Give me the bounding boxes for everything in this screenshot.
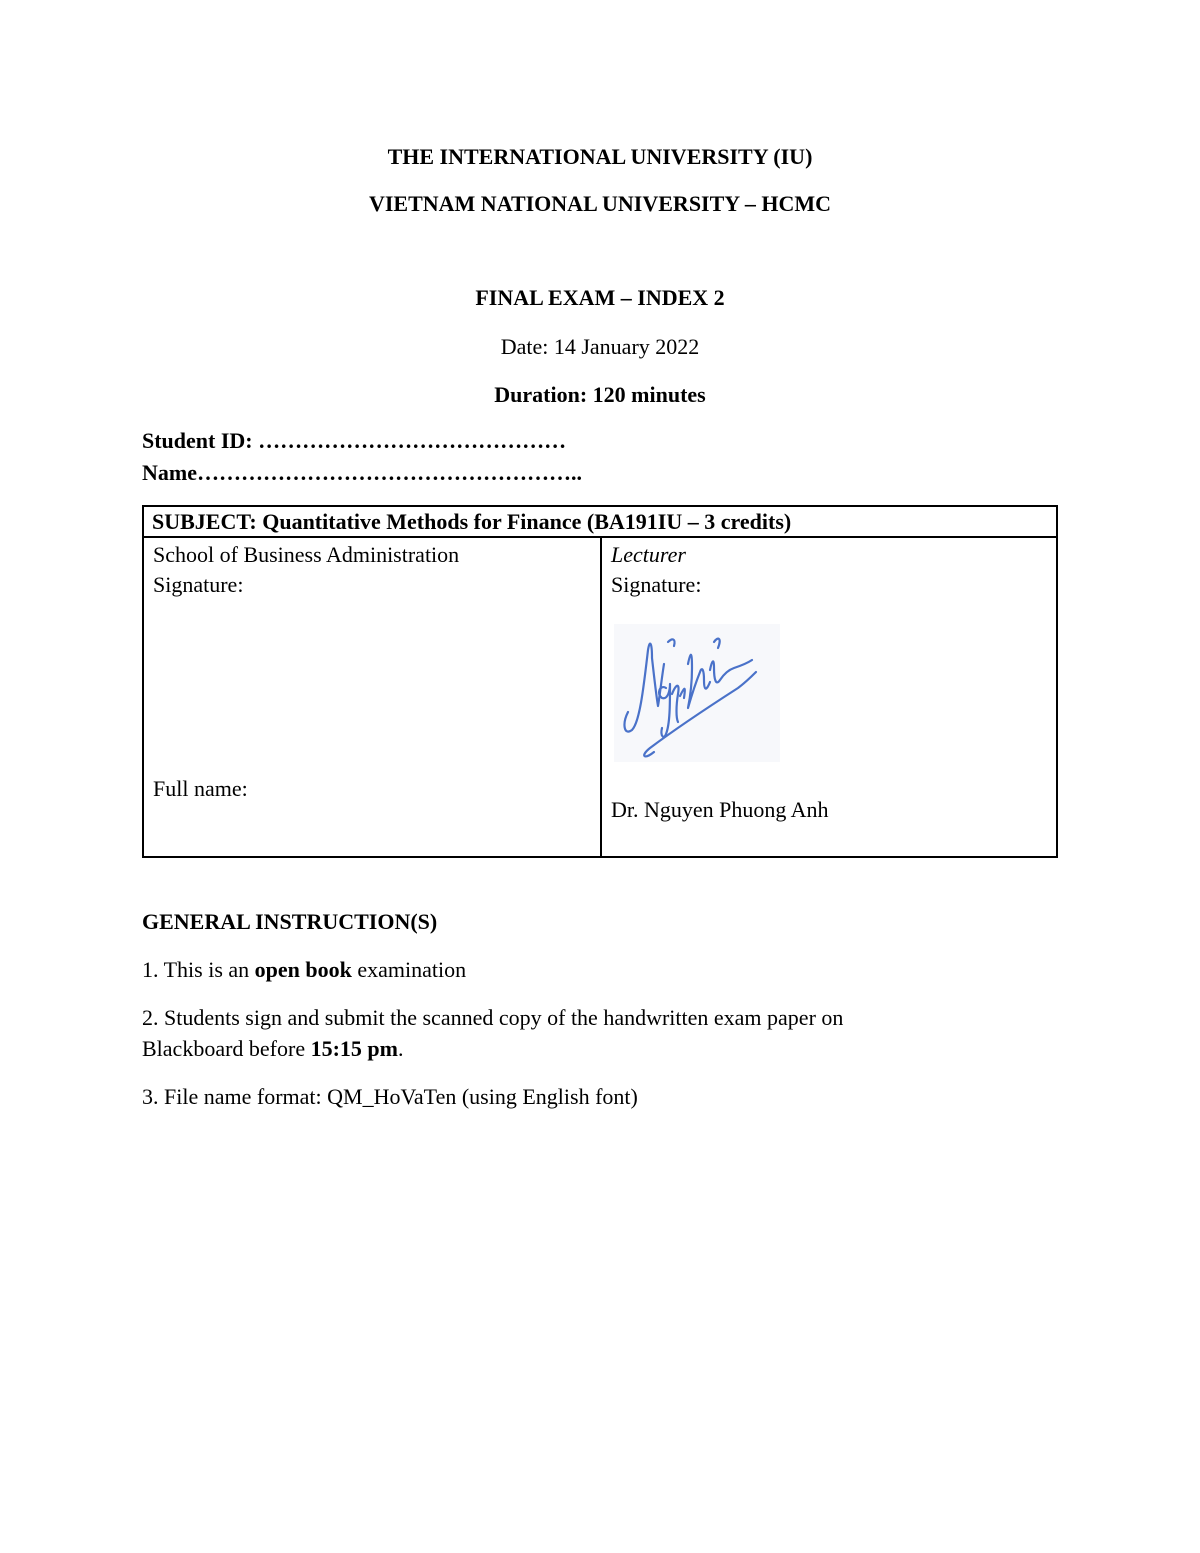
instruction-1-emphasis: open book [254,957,352,982]
exam-duration: Duration: 120 minutes [494,382,706,407]
column-divider [600,538,602,856]
exam-date: Date: 14 January 2022 [500,334,700,359]
instruction-item-2-line-1: 2. Students sign and submit the scanned copy of the handwritten exam paper on [142,1005,844,1030]
subject-row [144,507,1056,538]
instruction-1-prefix: 1. This is an [142,957,255,982]
lecturer-title: Lecturer [611,542,686,567]
instruction-1-suffix: examination [351,957,467,982]
lecturer-name: Dr. Nguyen Phuong Anh [611,797,829,822]
student-name-field: Name…………………………………………….. [142,460,582,485]
instruction-item-3: 3. File name format: QM_HoVaTen (using English font) [142,1084,638,1109]
student-id-field: Student ID: …………………………………… [142,428,567,453]
lecturer-signature-label: Signature: [611,572,702,597]
subject-signature-table [142,505,1058,858]
signature-icon [614,624,780,762]
instruction-2-prefix: Blackboard before [142,1036,311,1061]
school-title: School of Business Administration [153,542,460,567]
school-full-name-label: Full name: [153,776,248,801]
exam-title: FINAL EXAM – INDEX 2 [475,285,725,310]
instruction-item-1 [142,956,466,984]
school-signature-label: Signature: [153,572,244,597]
university-name: THE INTERNATIONAL UNIVERSITY (IU) [387,144,813,169]
instruction-2-deadline: 15:15 pm [310,1036,398,1061]
instructions-heading: GENERAL INSTRUCTION(S) [142,909,438,934]
national-university-name: VIETNAM NATIONAL UNIVERSITY – HCMC [368,191,832,216]
instruction-2-suffix: . [397,1036,404,1061]
instruction-item-2-line-2 [142,1035,403,1063]
lecturer-signature-image [614,624,780,762]
subject-title: SUBJECT: Quantitative Methods for Finance (BA191IU – 3 credits) [152,509,792,534]
